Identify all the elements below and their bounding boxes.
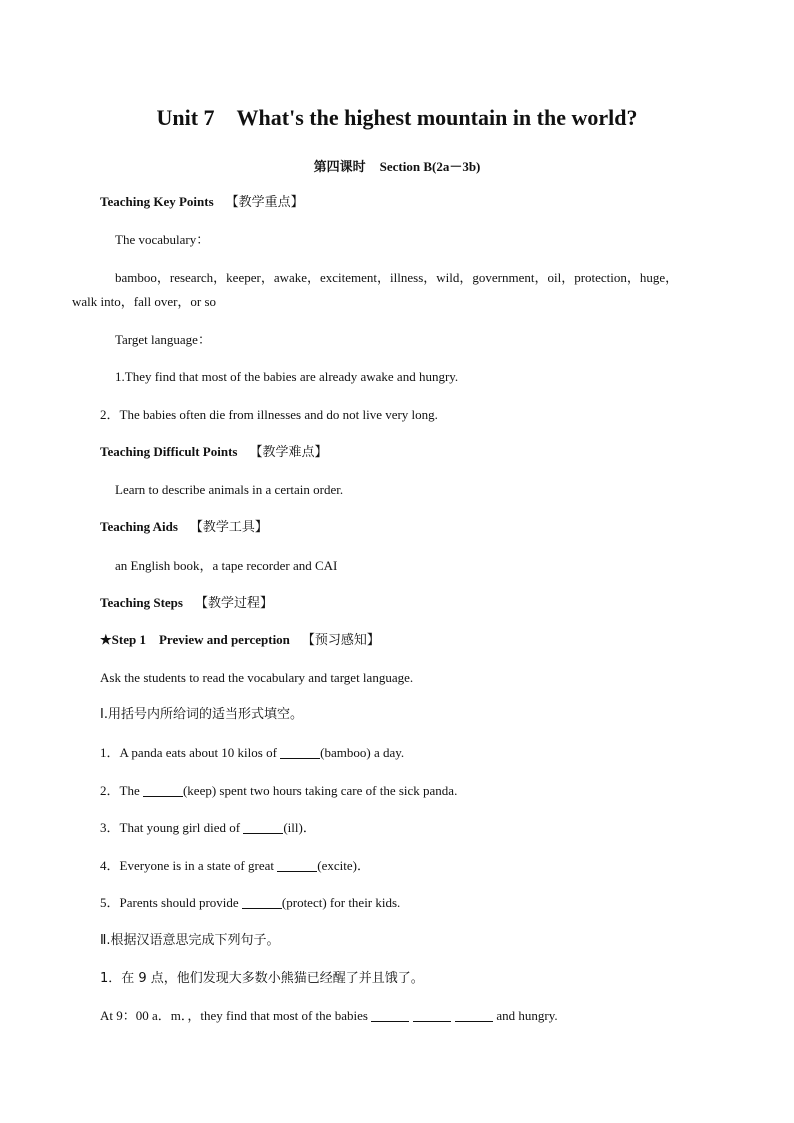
target-sentence-1: 1.They find that most of the babies are already awake and hungry. [115, 369, 459, 384]
step1-text: Ask the students to read the vocabulary and target language. [100, 670, 414, 685]
exercise2-item1-english: At 9：00 a．m．，they find that most of the babies and hungry. [100, 1008, 558, 1023]
vocab-label: The vocabulary： [115, 232, 210, 247]
exercise1-item-3: 3．That young girl died of (ill)． [100, 820, 316, 835]
exercise1-item-5: 5．Parents should provide (protect) for their kids. [100, 895, 401, 910]
answer-blank[interactable] [143, 784, 183, 797]
page-title [0, 104, 794, 132]
key-points-heading-row [100, 194, 304, 211]
vocab-line-2: walk into，fall over，or so [72, 294, 217, 309]
aids-tag: 【教学工具】 [189, 520, 268, 535]
target-label: Target language： [115, 332, 211, 347]
exercise1-heading: Ⅰ.用括号内所给词的适当形式填空。 [100, 707, 303, 722]
aids-heading: Teaching Aids [100, 519, 178, 534]
difficult-points-tag: 【教学难点】 [249, 445, 328, 460]
page-subtitle [0, 156, 794, 175]
aids-text: an English book，a tape recorder and CAI [115, 558, 338, 573]
exercise1-item-2: 2．The (keep) spent two hours taking care of the sick panda. [100, 783, 458, 798]
steps-heading-row [100, 595, 273, 612]
vocab-line-1: bamboo，research，keeper，awake，excitement，illness，wild，government，oil，protection，huge， [115, 270, 679, 285]
step1-tag: 【预习感知】 [301, 633, 380, 648]
difficult-points-text: Learn to describe animals in a certain order. [115, 482, 344, 497]
key-points-tag: 【教学重点】 [225, 195, 304, 210]
steps-tag: 【教学过程】 [194, 596, 273, 611]
unit-label: Unit 7 [156, 105, 215, 130]
answer-blank[interactable] [371, 1009, 409, 1022]
answer-blank[interactable] [277, 859, 317, 872]
aids-heading-row [100, 519, 268, 536]
step1-title: ★Step 1 Preview and perception [100, 632, 290, 647]
difficult-points-heading: Teaching Difficult Points [100, 444, 238, 459]
answer-blank[interactable] [280, 746, 320, 759]
answer-blank[interactable] [413, 1009, 451, 1022]
exercise1-item-4: 4．Everyone is in a state of great (excite)． [100, 858, 370, 873]
title-question: What's the highest mountain in the world? [236, 105, 638, 130]
answer-blank[interactable] [242, 896, 282, 909]
answer-blank[interactable] [243, 821, 283, 834]
key-points-heading: Teaching Key Points [100, 194, 214, 209]
difficult-points-heading-row [100, 444, 328, 461]
lesson-label: 第四课时 [313, 160, 366, 175]
exercise2-heading: Ⅱ.根据汉语意思完成下列句子。 [100, 933, 280, 948]
section-label: Section B(2a－3b) [379, 159, 481, 174]
target-sentence-2: 2．The babies often die from illnesses and do not live very long. [100, 407, 438, 422]
exercise2-item1-chinese: 1．在 9 点，他们发现大多数小熊猫已经醒了并且饿了。 [100, 971, 424, 986]
steps-heading: Teaching Steps [100, 595, 183, 610]
step1-heading-row [100, 632, 380, 649]
exercise1-item-1: 1．A panda eats about 10 kilos of (bamboo) a day. [100, 745, 405, 760]
answer-blank[interactable] [455, 1009, 493, 1022]
